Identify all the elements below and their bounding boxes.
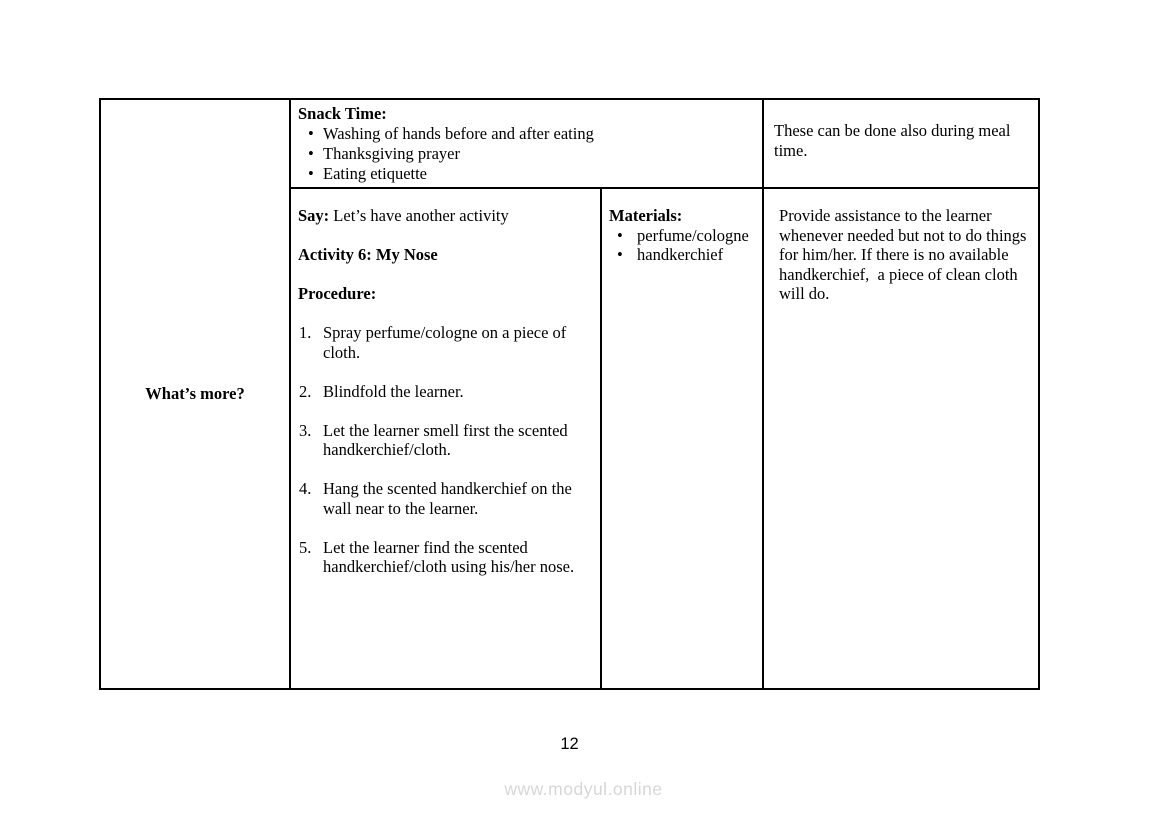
- list-item: • perfume/cologne: [609, 226, 758, 246]
- assistance-note-cell: [763, 188, 1039, 689]
- module-table: [99, 98, 1040, 690]
- say-label: Say:: [298, 206, 330, 225]
- snack-time-cell: [290, 99, 763, 188]
- procedure-cell: [290, 188, 601, 689]
- say-text: Let’s have another activity: [329, 206, 509, 225]
- assistance-note-text: Provide assistance to the learner whenever needed but not to do things for him/her. If there is no available handkerchief, a piece of clean cloth will do.: [779, 206, 1031, 303]
- whats-more-cell: [100, 99, 290, 689]
- snack-list: [298, 124, 754, 184]
- section-header: What’s more?: [145, 384, 245, 404]
- list-item: • Thanksgiving prayer: [298, 144, 754, 164]
- snack-note-cell: [763, 99, 1039, 188]
- materials-list: [609, 226, 758, 265]
- activity-title: Activity 6: My Nose: [298, 245, 438, 264]
- step-item: Spray perfume/cologne on a piece of cloth.: [323, 323, 567, 362]
- snack-title: Snack Time:: [298, 104, 387, 123]
- step-item: Blindfold the learner.: [323, 381, 464, 401]
- page-number: 12: [560, 735, 579, 753]
- materials-cell: [601, 188, 763, 689]
- list-item: • Eating etiquette: [298, 164, 754, 184]
- list-item: • Washing of hands before and after eating: [298, 124, 754, 144]
- snack-note-text: These can be done also during meal time.: [774, 121, 1011, 160]
- say-line: [298, 206, 592, 226]
- materials-title: Materials:: [609, 206, 683, 225]
- procedure-label: Procedure:: [298, 284, 377, 303]
- step-item: Let the learner find the scented handkerchief/cloth using his/her nose.: [323, 537, 575, 576]
- procedure-steps: [298, 323, 592, 577]
- watermark: www.modyul.online: [504, 779, 663, 799]
- step-item: Let the learner smell first the scented handkerchief/cloth.: [323, 420, 568, 459]
- step-item: Hang the scented handkerchief on the wall near to the learner.: [323, 479, 572, 518]
- list-item: • handkerchief: [609, 245, 758, 265]
